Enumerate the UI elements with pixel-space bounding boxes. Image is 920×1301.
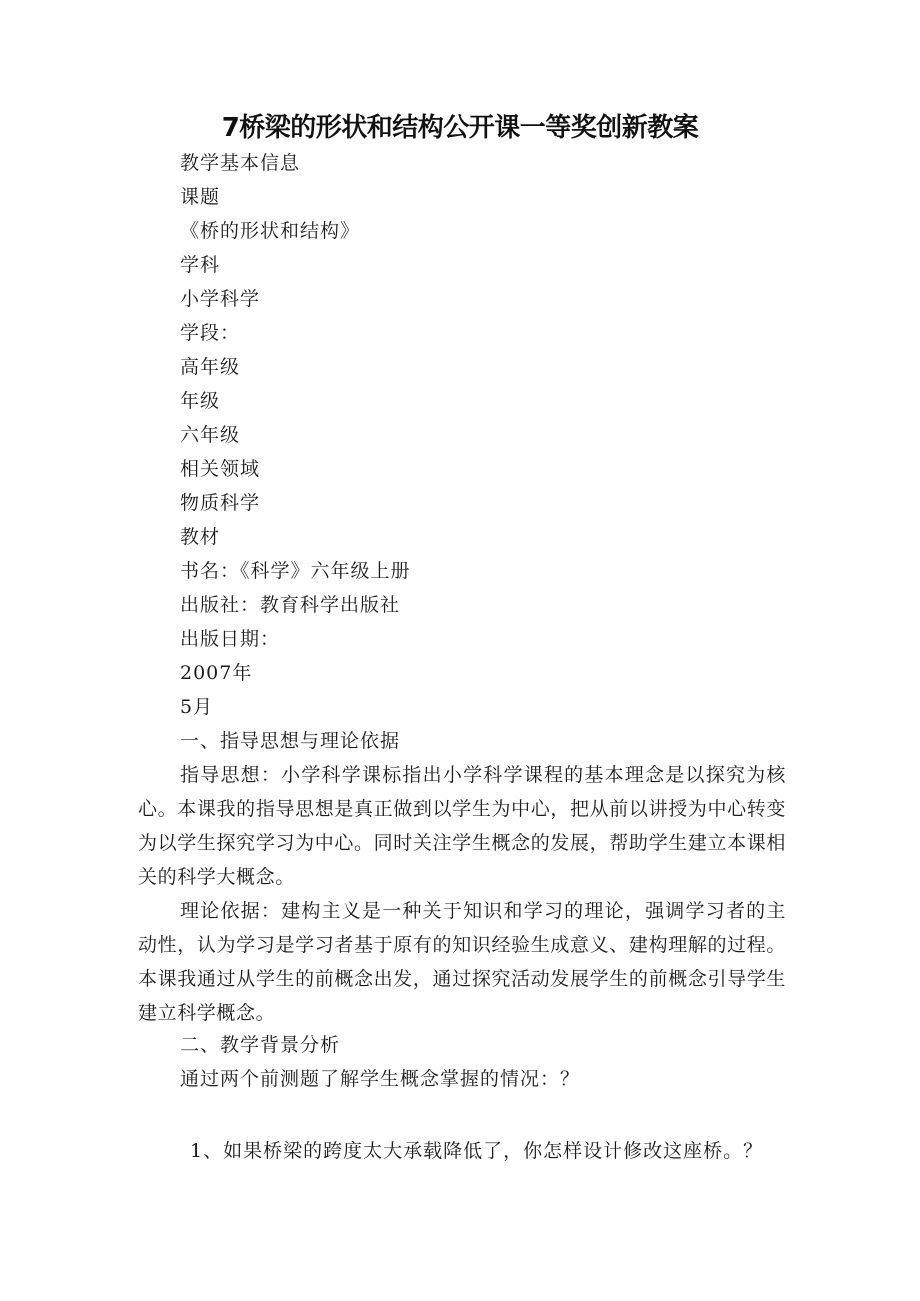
guiding-paragraph: 指导思想：小学科学课标指出小学科学课程的基本理念是以探究为核心。本课我的指导思想是真正做到以学生为中心，把从前以讲授为中心转变为以学生探究学习为中心。同时关注学生概念的发展，帮助学生建立本课相关的科学大概念。 [138,764,786,888]
pub-month: 5月 [180,696,214,718]
grade-value: 六年级 [180,424,241,446]
pub-year: 2007年 [180,662,253,684]
section2-heading: 二、教学背景分析 [180,1034,341,1056]
document-title: 7桥梁的形状和结构公开课一等奖创新教案 [221,113,699,143]
book-name: 书名：《科学》六年级上册 [180,560,411,582]
question-1: 1、如果桥梁的跨度太大承载降低了，你怎样设计修改这座桥。？ [190,1140,764,1162]
stage-value: 高年级 [180,356,241,378]
subject-value: 小学科学 [180,288,261,310]
topic-value: 《桥的形状和结构》 [180,220,361,242]
stage-label: 学段： [180,322,241,344]
grade-label: 年级 [180,390,221,412]
publisher: 出版社：教育科学出版社 [180,594,401,616]
textbook-label: 教材 [180,526,221,548]
section1-heading: 一、指导思想与理论依据 [180,730,401,752]
subject-label: 学科 [180,254,221,276]
field-value: 物质科学 [180,492,261,514]
field-label: 相关领域 [180,458,261,480]
pub-date-label: 出版日期： [180,628,281,650]
theory-paragraph: 理论依据：建构主义是一种关于知识和学习的理论，强调学习者的主动性，认为学习是学习者基于原有的知识经验生成意义、建构理解的过程。本课我通过从学生的前概念出发，通过探究活动发展学生的前概念引导学生建立科学概念。 [138,900,786,1024]
topic-label: 课题 [180,186,221,208]
section2-intro: 通过两个前测题了解学生概念掌握的情况：？ [180,1068,581,1090]
info-heading: 教学基本信息 [180,152,301,174]
